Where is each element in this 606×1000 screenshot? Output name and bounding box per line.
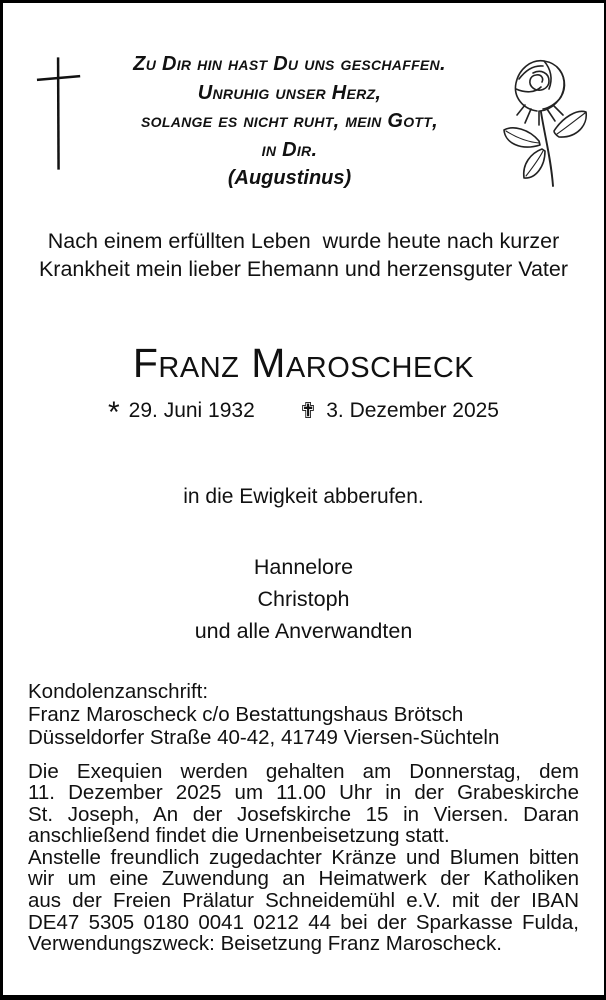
- text-line: wir um eine Zuwendung an Heimatwerk der Katholiken: [28, 867, 579, 891]
- text-line: Unruhig unser Herz,: [197, 81, 382, 104]
- text-line: Zu Dir hin hast Du uns geschaffen.: [133, 53, 446, 75]
- death-date-item: ✟ 3. Dezember 2025: [298, 398, 499, 424]
- header-row: [3, 45, 604, 193]
- text-line: Anstelle freundlich zugedachter Kränze und Blumen bitten: [28, 845, 579, 869]
- rose-icon: [495, 45, 590, 190]
- condolence-address: [28, 680, 579, 749]
- text-line: Düsseldorfer Straße 40-42, 41749 Viersen-Süchteln: [28, 725, 500, 749]
- text-line: Die Exequien werden gehalten am Donnerstag, dem: [28, 759, 579, 783]
- text-line: (Augustinus): [227, 167, 352, 189]
- text-line: Nach einem erfüllten Leben wurde heute nach kurzer: [47, 228, 560, 253]
- funeral-info-paragraph: [28, 761, 579, 847]
- donation-info-paragraph: [28, 847, 579, 955]
- death-date: 3. Dezember 2025: [326, 398, 499, 422]
- text-line: Franz Maroscheck c/o Bestattungshaus Brötsch: [28, 702, 464, 726]
- text-line: in Dir.: [261, 138, 318, 161]
- called-to-eternity-text: in die Ewigkeit abberufen.: [183, 484, 424, 508]
- text-line: Krankheit mein lieber Ehemann und herzensguter Vater: [38, 256, 569, 281]
- text-line: aus der Freien Prälatur Schneidemühl e.V. mit der IBAN: [28, 889, 579, 913]
- text-line: Kondolenzanschrift:: [28, 679, 209, 703]
- announcement-intro: [3, 227, 604, 283]
- birth-date-item: * 29. Juni 1932: [107, 395, 255, 429]
- epigraph-quote: [84, 45, 495, 193]
- text-line: Christoph: [257, 586, 350, 611]
- text-line: Verwendungszweck: Beisetzung Franz Maroscheck.: [28, 932, 503, 956]
- mourners-list: [3, 551, 604, 647]
- cross-icon: [36, 54, 84, 174]
- deceased-name: Franz Maroscheck: [132, 339, 475, 386]
- text-line: DE47 5305 0180 0041 0212 44 bei der Sparkasse Fulda,: [28, 910, 579, 934]
- birth-date: 29. Juni 1932: [128, 398, 255, 422]
- text-line: Hannelore: [253, 554, 354, 579]
- text-line: anschließend findet die Urnenbeisetzung statt.: [28, 824, 450, 848]
- life-dates-row: [3, 395, 604, 429]
- text-line: 11. Dezember 2025 um 11.00 Uhr in der Grabeskirche: [28, 781, 579, 805]
- text-line: St. Joseph, An der Josefskirche 15 in Viersen. Daran: [28, 802, 579, 826]
- text-line: und alle Anverwandten: [194, 618, 413, 643]
- text-line: solange es nicht ruht, mein Gott,: [141, 110, 438, 132]
